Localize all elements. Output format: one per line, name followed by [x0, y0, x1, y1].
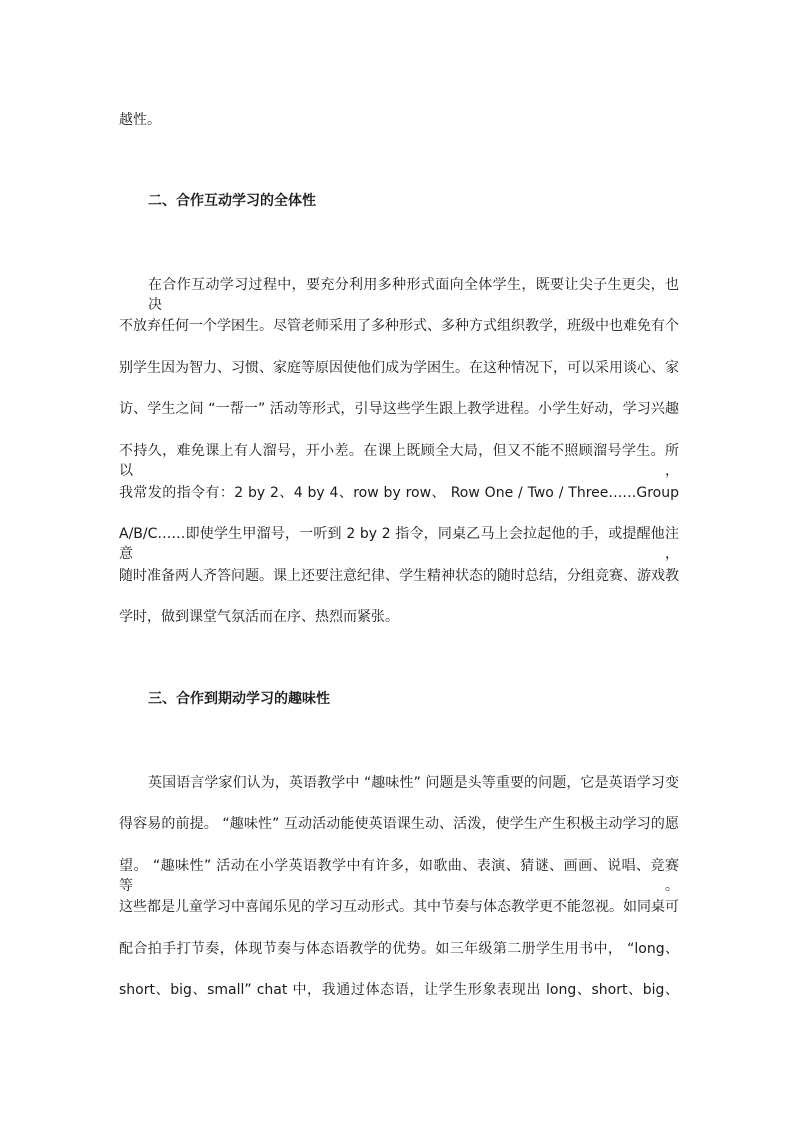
paragraph-line: 得容易的前提。 “趣味性” 互动活动能使英语课生动、活泼，使学生产生积极主动学习的愿 — [119, 816, 679, 832]
paragraph-line: 不放弃任何一个学困生。尽管老师采用了多种形式、多种方式组织教学，班级中也难免有个 — [119, 318, 679, 334]
paragraph-line: 别学生因为智力、习惯、家庭等原因使他们成为学困生。在这种情况下，可以采用谈心、家 — [119, 360, 679, 376]
paragraph-line: 随时准备两人齐答问题。课上还要注意纪律、学生精神状态的随时总结，分组竞赛、游戏教 — [119, 568, 679, 584]
paragraph-line: 在合作互动学习过程中，要充分利用多种形式面向全体学生，既要让尖子生更尖，也决 — [148, 277, 679, 313]
paragraph-line: 英国语言学家们认为，英语教学中 “趣味性” 问题是头等重要的问题，它是英语学习变 — [148, 775, 679, 791]
fragment-line: 越性。 — [119, 112, 161, 128]
section-heading-2: 二、合作互动学习的全体性 — [148, 193, 316, 209]
paragraph-line: 望。 “趣味性” 活动在小学英语教学中有许多，如歌曲、表演、猜谜、画画、说唱、竞赛等。 — [119, 858, 679, 894]
paragraph-line: 不持久，难免课上有人溜号，开小差。在课上既顾全大局，但又不能不照顾溜号学生。所以， — [119, 443, 679, 479]
section-heading-3: 三、合作到期动学习的趣味性 — [148, 691, 330, 707]
paragraph-line: A/B/C……即使学生甲溜号，一听到 2 by 2 指令，同桌乙马上会拉起他的手，或提醒他注意， — [119, 526, 679, 562]
paragraph-line: 这些都是儿童学习中喜闻乐见的学习互动形式。其中节奏与体态教学更不能忽视。如同桌可 — [119, 899, 679, 915]
paragraph-line: 学时，做到课堂气氛活而在序、热烈而紧张。 — [119, 609, 399, 625]
paragraph-line: 访、学生之间 “一帮一” 活动等形式，引导这些学生跟上教学进程。小学生好动，学习兴趣 — [119, 401, 679, 417]
paragraph-line: short、big、small” chat 中，我通过体态语，让学生形象表现出 long、short、big、 — [119, 982, 679, 998]
paragraph-line: 配合拍手打节奏，体现节奏与体态语教学的优势。如三年级第二册学生用书中， “long、 — [119, 941, 679, 957]
paragraph-line: 我常发的指令有：2 by 2、4 by 4、row by row、 Row One / Two / Three……Group — [119, 485, 679, 501]
